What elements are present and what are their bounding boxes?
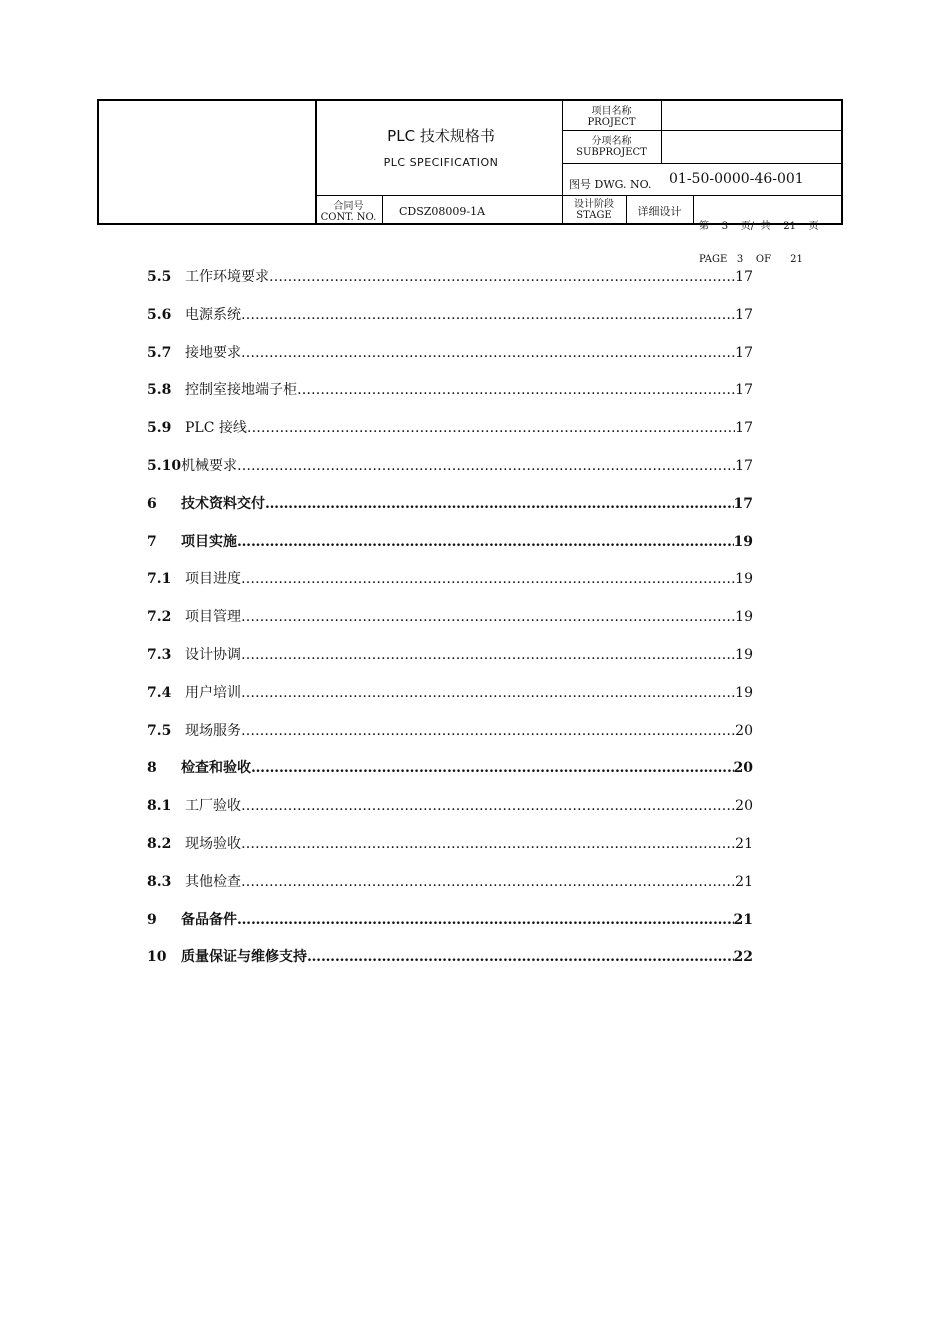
toc-entry[interactable]	[147, 493, 753, 531]
project-label	[562, 106, 661, 128]
toc-entry-page: 19	[735, 609, 753, 626]
toc-entry[interactable]	[147, 682, 753, 720]
toc-entry-title: 现场服务	[185, 722, 241, 739]
toc-entry-title: 其他检查	[185, 873, 241, 890]
toc-entry-number: 5.7	[147, 344, 172, 361]
stage-label-en: STAGE	[576, 210, 612, 221]
toc-entry-title: 质量保证与维修支持	[181, 949, 307, 966]
toc-entry-title: 技术资料交付	[181, 495, 265, 512]
toc-leader-dots	[265, 496, 734, 512]
toc-entry-title: 项目管理	[185, 609, 241, 626]
toc-leader-dots	[237, 912, 734, 928]
stage-value: 详细设计	[637, 205, 682, 218]
toc-entry-page: 21	[735, 835, 753, 852]
toc-entry[interactable]	[147, 606, 753, 644]
toc-entry-page: 17	[733, 495, 753, 512]
toc-entry[interactable]	[147, 342, 753, 380]
toc-entry-page: 22	[733, 949, 753, 966]
toc-entry-number: 8.2	[147, 835, 172, 852]
toc-entry-title: 工厂验收	[185, 798, 241, 815]
toc-leader-dots	[297, 382, 735, 398]
document-subtitle: PLC SPECIFICATION	[383, 156, 499, 169]
page-line-en: PAGE 3 OF 21	[699, 254, 803, 265]
toc-entry-title: PLC 接线	[185, 420, 247, 437]
toc-leader-dots	[241, 307, 735, 323]
toc-leader-dots	[241, 874, 735, 890]
subproject-label-cn: 分项名称	[591, 136, 632, 147]
toc-entry-page: 20	[733, 760, 753, 777]
toc-leader-dots	[241, 571, 735, 587]
toc-entry-title: 接地要求	[185, 344, 241, 361]
toc-entry[interactable]	[147, 568, 753, 606]
toc-entry-number: 7	[147, 533, 157, 550]
toc-entry-page: 20	[735, 798, 753, 815]
toc-entry[interactable]	[147, 909, 753, 947]
toc-leader-dots	[241, 723, 735, 739]
toc-entry-title: 控制室接地端子柜	[185, 382, 297, 399]
project-label-cn: 项目名称	[591, 106, 632, 117]
toc-entry[interactable]	[147, 833, 753, 871]
toc-entry-number: 7.5	[147, 722, 172, 739]
contract-label-cn: 合同号	[333, 201, 364, 212]
toc-entry-number: 5.8	[147, 382, 172, 399]
divider	[315, 195, 843, 196]
page-line-cn: 第 3 页/ 共 21 页	[699, 221, 819, 232]
toc-entry[interactable]	[147, 417, 753, 455]
toc-leader-dots	[241, 798, 735, 814]
toc-leader-dots	[237, 458, 735, 474]
toc-entry[interactable]	[147, 720, 753, 758]
project-value	[662, 101, 842, 130]
toc-entry-title: 设计协调	[185, 646, 241, 663]
toc-entry[interactable]	[147, 946, 753, 984]
toc-entry-page: 21	[733, 911, 753, 928]
toc-entry-title: 备品备件	[181, 911, 237, 928]
toc-leader-dots	[241, 836, 735, 852]
toc-entry-number: 7.3	[147, 646, 172, 663]
toc-entry-title: 机械要求	[181, 457, 237, 474]
toc-entry-page: 19	[735, 571, 753, 588]
dwg-number: 01-50-0000-46-001	[669, 171, 804, 187]
toc-entry[interactable]	[147, 455, 753, 493]
toc-entry-page: 19	[733, 533, 753, 550]
toc-entry[interactable]	[147, 757, 753, 795]
toc-entry[interactable]	[147, 871, 753, 909]
stage-label-cn: 设计阶段	[574, 199, 614, 210]
document-title: PLC 技术规格书	[387, 127, 495, 145]
toc-entry[interactable]	[147, 379, 753, 417]
toc-entry-number: 7.4	[147, 684, 172, 701]
stage-label	[562, 199, 626, 221]
toc-entry-number: 8.1	[147, 798, 172, 815]
subproject-value	[662, 131, 842, 163]
toc-entry-title: 用户培训	[185, 684, 241, 701]
toc-entry-page: 17	[735, 344, 753, 361]
divider	[382, 195, 383, 223]
toc-entry-page: 17	[735, 269, 753, 285]
toc-entry-number: 5.10	[147, 457, 182, 474]
divider	[693, 195, 694, 223]
toc-entry-number: 5.6	[147, 306, 172, 323]
toc-leader-dots	[269, 269, 735, 285]
toc-entry-page: 17	[735, 306, 753, 323]
toc-entry[interactable]	[147, 795, 753, 833]
toc-entry-number: 8	[147, 760, 157, 777]
toc-entry-number: 7.2	[147, 609, 172, 626]
toc-leader-dots	[241, 647, 735, 663]
dwg-label: 图号 DWG. NO.	[569, 178, 652, 191]
toc-entry-number: 9	[147, 911, 157, 928]
toc-entry-title: 检查和验收	[181, 760, 251, 777]
toc-entry-title: 电源系统	[185, 306, 241, 323]
toc-entry-title: 现场验收	[185, 835, 241, 852]
toc-entry-page: 17	[735, 420, 753, 437]
toc-leader-dots	[247, 420, 735, 436]
toc-entry-page: 17	[735, 382, 753, 399]
toc-entry-number: 7.1	[147, 571, 172, 588]
toc-entry-page: 19	[735, 646, 753, 663]
toc-entry-title: 项目实施	[181, 533, 237, 550]
table-of-contents	[147, 266, 753, 984]
toc-leader-dots	[251, 760, 734, 776]
toc-entry-title: 项目进度	[185, 571, 241, 588]
toc-leader-dots	[241, 609, 735, 625]
toc-entry[interactable]	[147, 304, 753, 342]
title-block	[97, 99, 843, 265]
toc-leader-dots	[307, 949, 734, 965]
toc-entry-title: 工作环境要求	[185, 269, 269, 285]
toc-entry-page: 17	[735, 457, 753, 474]
contract-label	[315, 201, 382, 223]
subproject-label	[562, 136, 661, 158]
contract-number: CDSZ08009-1A	[399, 205, 486, 218]
toc-entry[interactable]	[147, 266, 753, 304]
contract-label-en: CONT. NO.	[320, 212, 377, 223]
toc-entry-page: 19	[735, 684, 753, 701]
toc-entry[interactable]	[147, 644, 753, 682]
toc-leader-dots	[237, 534, 734, 550]
toc-entry-number: 10	[147, 949, 167, 966]
toc-leader-dots	[241, 685, 735, 701]
toc-entry-number: 5.9	[147, 420, 172, 437]
toc-entry-number: 6	[147, 495, 157, 512]
project-label-en: PROJECT	[587, 117, 636, 128]
subproject-label-en: SUBPROJECT	[576, 147, 647, 158]
toc-leader-dots	[241, 345, 735, 361]
toc-entry[interactable]	[147, 531, 753, 569]
toc-entry-page: 20	[735, 722, 753, 739]
toc-entry-number: 5.5	[147, 269, 172, 285]
divider	[562, 163, 843, 164]
toc-entry-number: 8.3	[147, 873, 172, 890]
toc-entry-page: 21	[735, 873, 753, 890]
